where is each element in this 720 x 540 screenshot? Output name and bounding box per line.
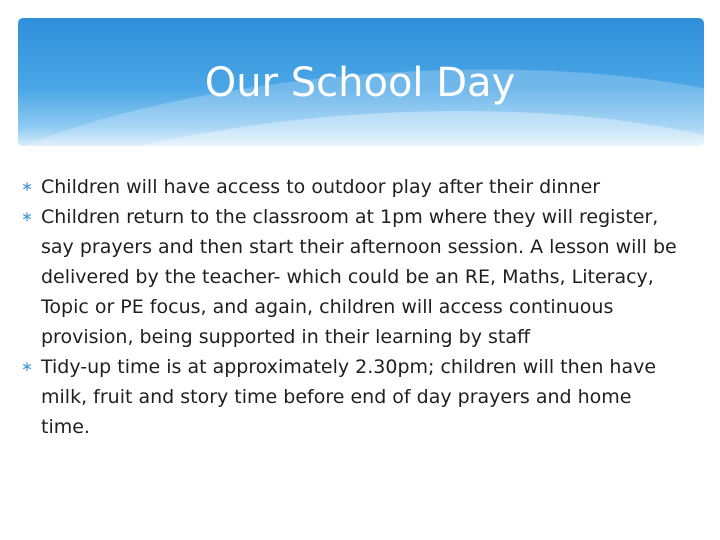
list-item — [20, 202, 684, 352]
bullet-text: Children return to the classroom at 1pm where they will register, say prayers and then start their afternoon session. A lesson will be delivered by the teacher- which could be an RE, Maths, Literacy, Topic or PE focus, and again, children will access continuous provision, being supported in their learning by staff — [41, 206, 677, 348]
asterisk-bullet-icon: ∗ — [21, 359, 33, 375]
asterisk-bullet-icon: ∗ — [21, 209, 33, 225]
slide-content — [20, 172, 684, 442]
page-title: Our School Day — [204, 60, 516, 106]
list-item — [20, 352, 684, 442]
list-item — [20, 172, 684, 202]
bullet-text: Children will have access to outdoor play after their dinner — [41, 176, 601, 198]
asterisk-bullet-icon: ∗ — [21, 179, 33, 195]
bullet-text: Tidy-up time is at approximately 2.30pm; children will then have milk, fruit and story time before end of day prayers and home time. — [41, 356, 657, 438]
